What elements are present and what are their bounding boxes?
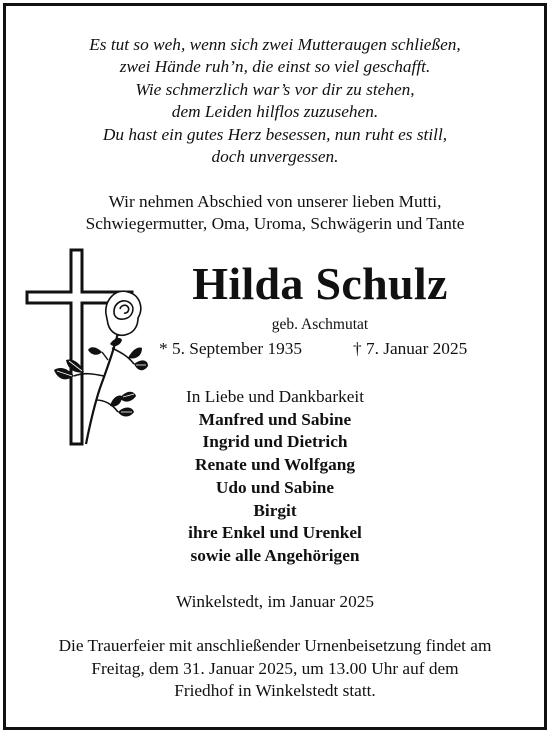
ceremony-line: Friedhof in Winkelstedt statt. [174,681,376,701]
poem-line: doch unvergessen. [211,147,339,167]
mourner-name: Ingrid und Dietrich [202,432,348,452]
mourner-name: Udo und Sabine [215,477,335,497]
ceremony-line: Die Trauerfeier mit anschließender Urnenbeisetzung findet am [58,636,492,655]
mourners-list [0,386,550,568]
maiden-name: geb. Aschmutat [271,316,369,333]
poem-line: zwei Hände ruh’n, die einst so viel geschafft. [119,57,431,77]
mourners-lead: In Liebe und Dankbarkeit [185,387,365,406]
place-and-date: Winkelstedt, im Januar 2025 [176,592,374,611]
poem-line: Du hast ein gutes Herz besessen, nun ruht es still, [102,124,448,144]
mourner-name: Manfred und Sabine [198,409,352,429]
birth-date: * 5. September 1935 [159,339,303,358]
deceased-name: Hilda Schulz [192,258,448,309]
mourner-name: Renate und Wolfgang [194,455,356,475]
ceremony-notice [0,635,550,703]
mourner-name: sowie alle Angehörigen [190,545,360,565]
poem-line: dem Leiden hilflos zuzusehen. [171,102,379,122]
poem-line: Es tut so weh, wenn sich zwei Mutteraugen schließen, [89,35,461,54]
death-date: † 7. Januar 2025 [353,339,468,358]
ceremony-line: Freitag, dem 31. Januar 2025, um 13.00 Uhr auf dem [91,658,459,678]
farewell-intro [0,191,550,236]
intro-line: Wir nehmen Abschied von unserer lieben Mutti, [108,192,442,211]
intro-line: Schwiegermutter, Oma, Uroma, Schwägerin und Tante [85,214,465,234]
mourner-name: ihre Enkel und Urenkel [188,523,362,543]
mourner-name: Birgit [253,500,297,520]
poem-line: Wie schmerzlich war’s vor dir zu stehen, [135,79,415,99]
poem [0,34,550,168]
